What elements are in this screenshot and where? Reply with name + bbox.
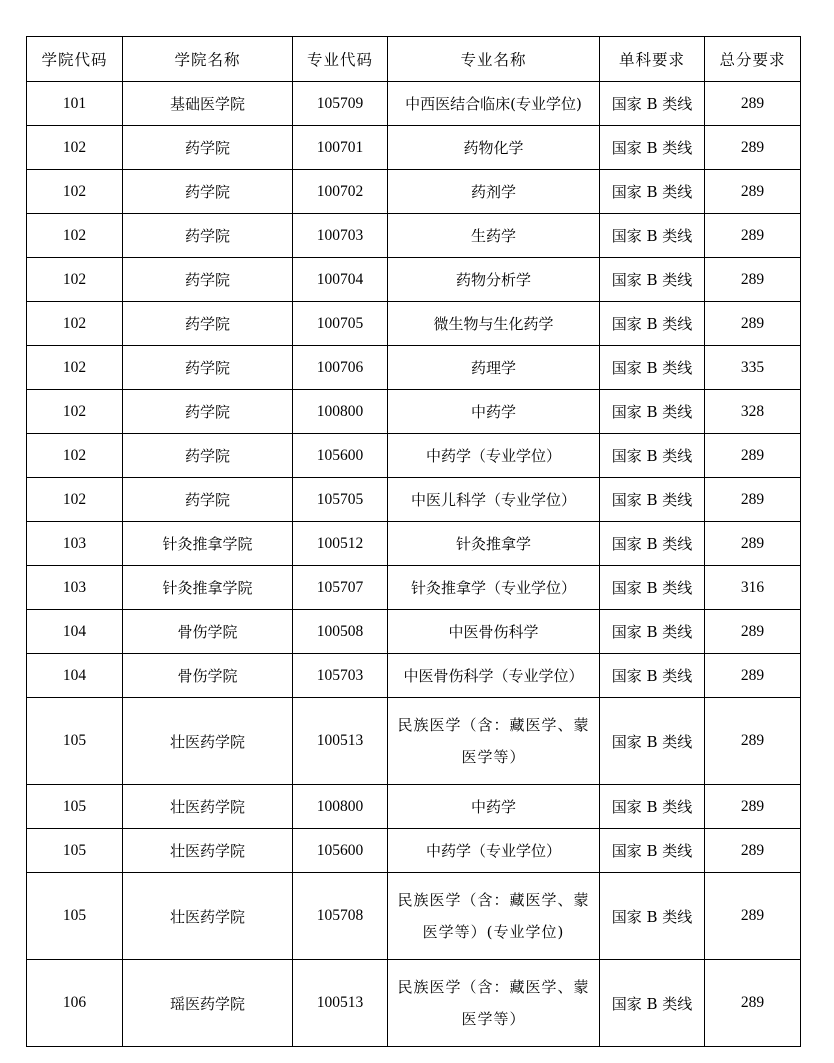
table-row [27, 82, 801, 126]
college-code-cell: 102 [27, 170, 123, 214]
college-code-cell: 105 [27, 873, 123, 960]
college-code-cell: 104 [27, 654, 123, 698]
major-name-cell: 民族医学（含：藏医学、蒙医学等） [388, 960, 600, 1047]
header-single-subject-requirement: 单科要求 [600, 37, 705, 82]
total-score-cell: 316 [705, 566, 801, 610]
table-row [27, 302, 801, 346]
single-subject-cell: 国家 B 类线 [600, 960, 705, 1047]
major-code-cell: 105703 [293, 654, 388, 698]
major-name-cell: 中药学 [388, 390, 600, 434]
single-subject-cell: 国家 B 类线 [600, 390, 705, 434]
major-code-cell: 100703 [293, 214, 388, 258]
total-score-cell: 289 [705, 302, 801, 346]
single-subject-cell: 国家 B 类线 [600, 478, 705, 522]
major-code-cell: 105705 [293, 478, 388, 522]
major-code-cell: 105708 [293, 873, 388, 960]
college-code-cell: 101 [27, 82, 123, 126]
header-major-code: 专业代码 [293, 37, 388, 82]
single-subject-cell: 国家 B 类线 [600, 610, 705, 654]
total-score-cell: 289 [705, 170, 801, 214]
table-row [27, 522, 801, 566]
college-code-cell: 102 [27, 214, 123, 258]
college-code-cell: 102 [27, 346, 123, 390]
college-code-cell: 102 [27, 478, 123, 522]
table-row [27, 258, 801, 302]
major-code-cell: 105600 [293, 434, 388, 478]
major-code-cell: 100513 [293, 698, 388, 785]
college-name-cell: 针灸推拿学院 [123, 522, 293, 566]
college-name-cell: 药学院 [123, 126, 293, 170]
total-score-cell: 289 [705, 126, 801, 170]
major-code-cell: 100800 [293, 785, 388, 829]
major-name-cell: 微生物与生化药学 [388, 302, 600, 346]
table-row [27, 566, 801, 610]
total-score-cell: 289 [705, 522, 801, 566]
major-name-cell: 民族医学（含：藏医学、蒙医学等）(专业学位) [388, 873, 600, 960]
major-code-cell: 100513 [293, 960, 388, 1047]
single-subject-cell: 国家 B 类线 [600, 522, 705, 566]
college-name-cell: 药学院 [123, 214, 293, 258]
major-name-cell: 针灸推拿学（专业学位） [388, 566, 600, 610]
college-name-cell: 瑶医药学院 [123, 960, 293, 1047]
college-code-cell: 102 [27, 302, 123, 346]
single-subject-cell: 国家 B 类线 [600, 698, 705, 785]
college-name-cell: 药学院 [123, 302, 293, 346]
table-row [27, 698, 801, 785]
header-college-name: 学院名称 [123, 37, 293, 82]
college-name-cell: 药学院 [123, 434, 293, 478]
college-code-cell: 102 [27, 258, 123, 302]
college-code-cell: 102 [27, 434, 123, 478]
table-row [27, 785, 801, 829]
total-score-cell: 289 [705, 214, 801, 258]
single-subject-cell: 国家 B 类线 [600, 785, 705, 829]
total-score-cell: 289 [705, 873, 801, 960]
table-row [27, 960, 801, 1047]
table-row [27, 346, 801, 390]
college-name-cell: 壮医药学院 [123, 698, 293, 785]
college-code-cell: 102 [27, 126, 123, 170]
single-subject-cell: 国家 B 类线 [600, 434, 705, 478]
table-row [27, 873, 801, 960]
single-subject-cell: 国家 B 类线 [600, 654, 705, 698]
college-name-cell: 针灸推拿学院 [123, 566, 293, 610]
major-code-cell: 105600 [293, 829, 388, 873]
college-code-cell: 105 [27, 829, 123, 873]
major-name-cell: 生药学 [388, 214, 600, 258]
total-score-cell: 289 [705, 434, 801, 478]
single-subject-cell: 国家 B 类线 [600, 82, 705, 126]
header-total-score-requirement: 总分要求 [705, 37, 801, 82]
total-score-cell: 289 [705, 258, 801, 302]
major-code-cell: 100704 [293, 258, 388, 302]
total-score-cell: 289 [705, 698, 801, 785]
total-score-cell: 289 [705, 610, 801, 654]
major-code-cell: 100702 [293, 170, 388, 214]
college-code-cell: 103 [27, 566, 123, 610]
total-score-cell: 289 [705, 829, 801, 873]
total-score-cell: 289 [705, 960, 801, 1047]
college-code-cell: 104 [27, 610, 123, 654]
single-subject-cell: 国家 B 类线 [600, 829, 705, 873]
major-name-cell: 中医儿科学（专业学位） [388, 478, 600, 522]
college-name-cell: 药学院 [123, 170, 293, 214]
college-name-cell: 壮医药学院 [123, 829, 293, 873]
major-name-cell: 中西医结合临床(专业学位) [388, 82, 600, 126]
major-name-cell: 药理学 [388, 346, 600, 390]
table-row [27, 434, 801, 478]
college-code-cell: 103 [27, 522, 123, 566]
header-college-code: 学院代码 [27, 37, 123, 82]
total-score-cell: 289 [705, 654, 801, 698]
college-name-cell: 骨伤学院 [123, 654, 293, 698]
college-name-cell: 药学院 [123, 390, 293, 434]
table-row [27, 170, 801, 214]
total-score-cell: 328 [705, 390, 801, 434]
total-score-cell: 335 [705, 346, 801, 390]
single-subject-cell: 国家 B 类线 [600, 873, 705, 960]
college-name-cell: 药学院 [123, 346, 293, 390]
single-subject-cell: 国家 B 类线 [600, 258, 705, 302]
major-code-cell: 100512 [293, 522, 388, 566]
major-name-cell: 药物分析学 [388, 258, 600, 302]
major-name-cell: 中医骨伤科学（专业学位） [388, 654, 600, 698]
major-name-cell: 针灸推拿学 [388, 522, 600, 566]
single-subject-cell: 国家 B 类线 [600, 346, 705, 390]
major-name-cell: 民族医学（含：藏医学、蒙医学等） [388, 698, 600, 785]
single-subject-cell: 国家 B 类线 [600, 126, 705, 170]
major-name-cell: 中药学（专业学位） [388, 829, 600, 873]
college-name-cell: 基础医学院 [123, 82, 293, 126]
total-score-cell: 289 [705, 785, 801, 829]
total-score-cell: 289 [705, 82, 801, 126]
college-code-cell: 105 [27, 785, 123, 829]
total-score-cell: 289 [705, 478, 801, 522]
table-row [27, 610, 801, 654]
college-name-cell: 壮医药学院 [123, 873, 293, 960]
major-code-cell: 100706 [293, 346, 388, 390]
major-name-cell: 药剂学 [388, 170, 600, 214]
major-name-cell: 药物化学 [388, 126, 600, 170]
college-code-cell: 106 [27, 960, 123, 1047]
major-name-cell: 中药学 [388, 785, 600, 829]
major-code-cell: 105707 [293, 566, 388, 610]
college-code-cell: 102 [27, 390, 123, 434]
college-code-cell: 105 [27, 698, 123, 785]
major-code-cell: 100701 [293, 126, 388, 170]
college-name-cell: 壮医药学院 [123, 785, 293, 829]
single-subject-cell: 国家 B 类线 [600, 170, 705, 214]
table-body [27, 82, 801, 1047]
table-row [27, 829, 801, 873]
single-subject-cell: 国家 B 类线 [600, 214, 705, 258]
table-row [27, 214, 801, 258]
major-name-cell: 中药学（专业学位） [388, 434, 600, 478]
college-name-cell: 骨伤学院 [123, 610, 293, 654]
major-code-cell: 105709 [293, 82, 388, 126]
table-row [27, 654, 801, 698]
major-code-cell: 100800 [293, 390, 388, 434]
single-subject-cell: 国家 B 类线 [600, 302, 705, 346]
table-header-row [27, 37, 801, 82]
major-name-cell: 中医骨伤科学 [388, 610, 600, 654]
admission-score-table [26, 36, 801, 1047]
table-row [27, 126, 801, 170]
major-code-cell: 100705 [293, 302, 388, 346]
table-row [27, 478, 801, 522]
college-name-cell: 药学院 [123, 258, 293, 302]
single-subject-cell: 国家 B 类线 [600, 566, 705, 610]
major-code-cell: 100508 [293, 610, 388, 654]
table-row [27, 390, 801, 434]
college-name-cell: 药学院 [123, 478, 293, 522]
header-major-name: 专业名称 [388, 37, 600, 82]
